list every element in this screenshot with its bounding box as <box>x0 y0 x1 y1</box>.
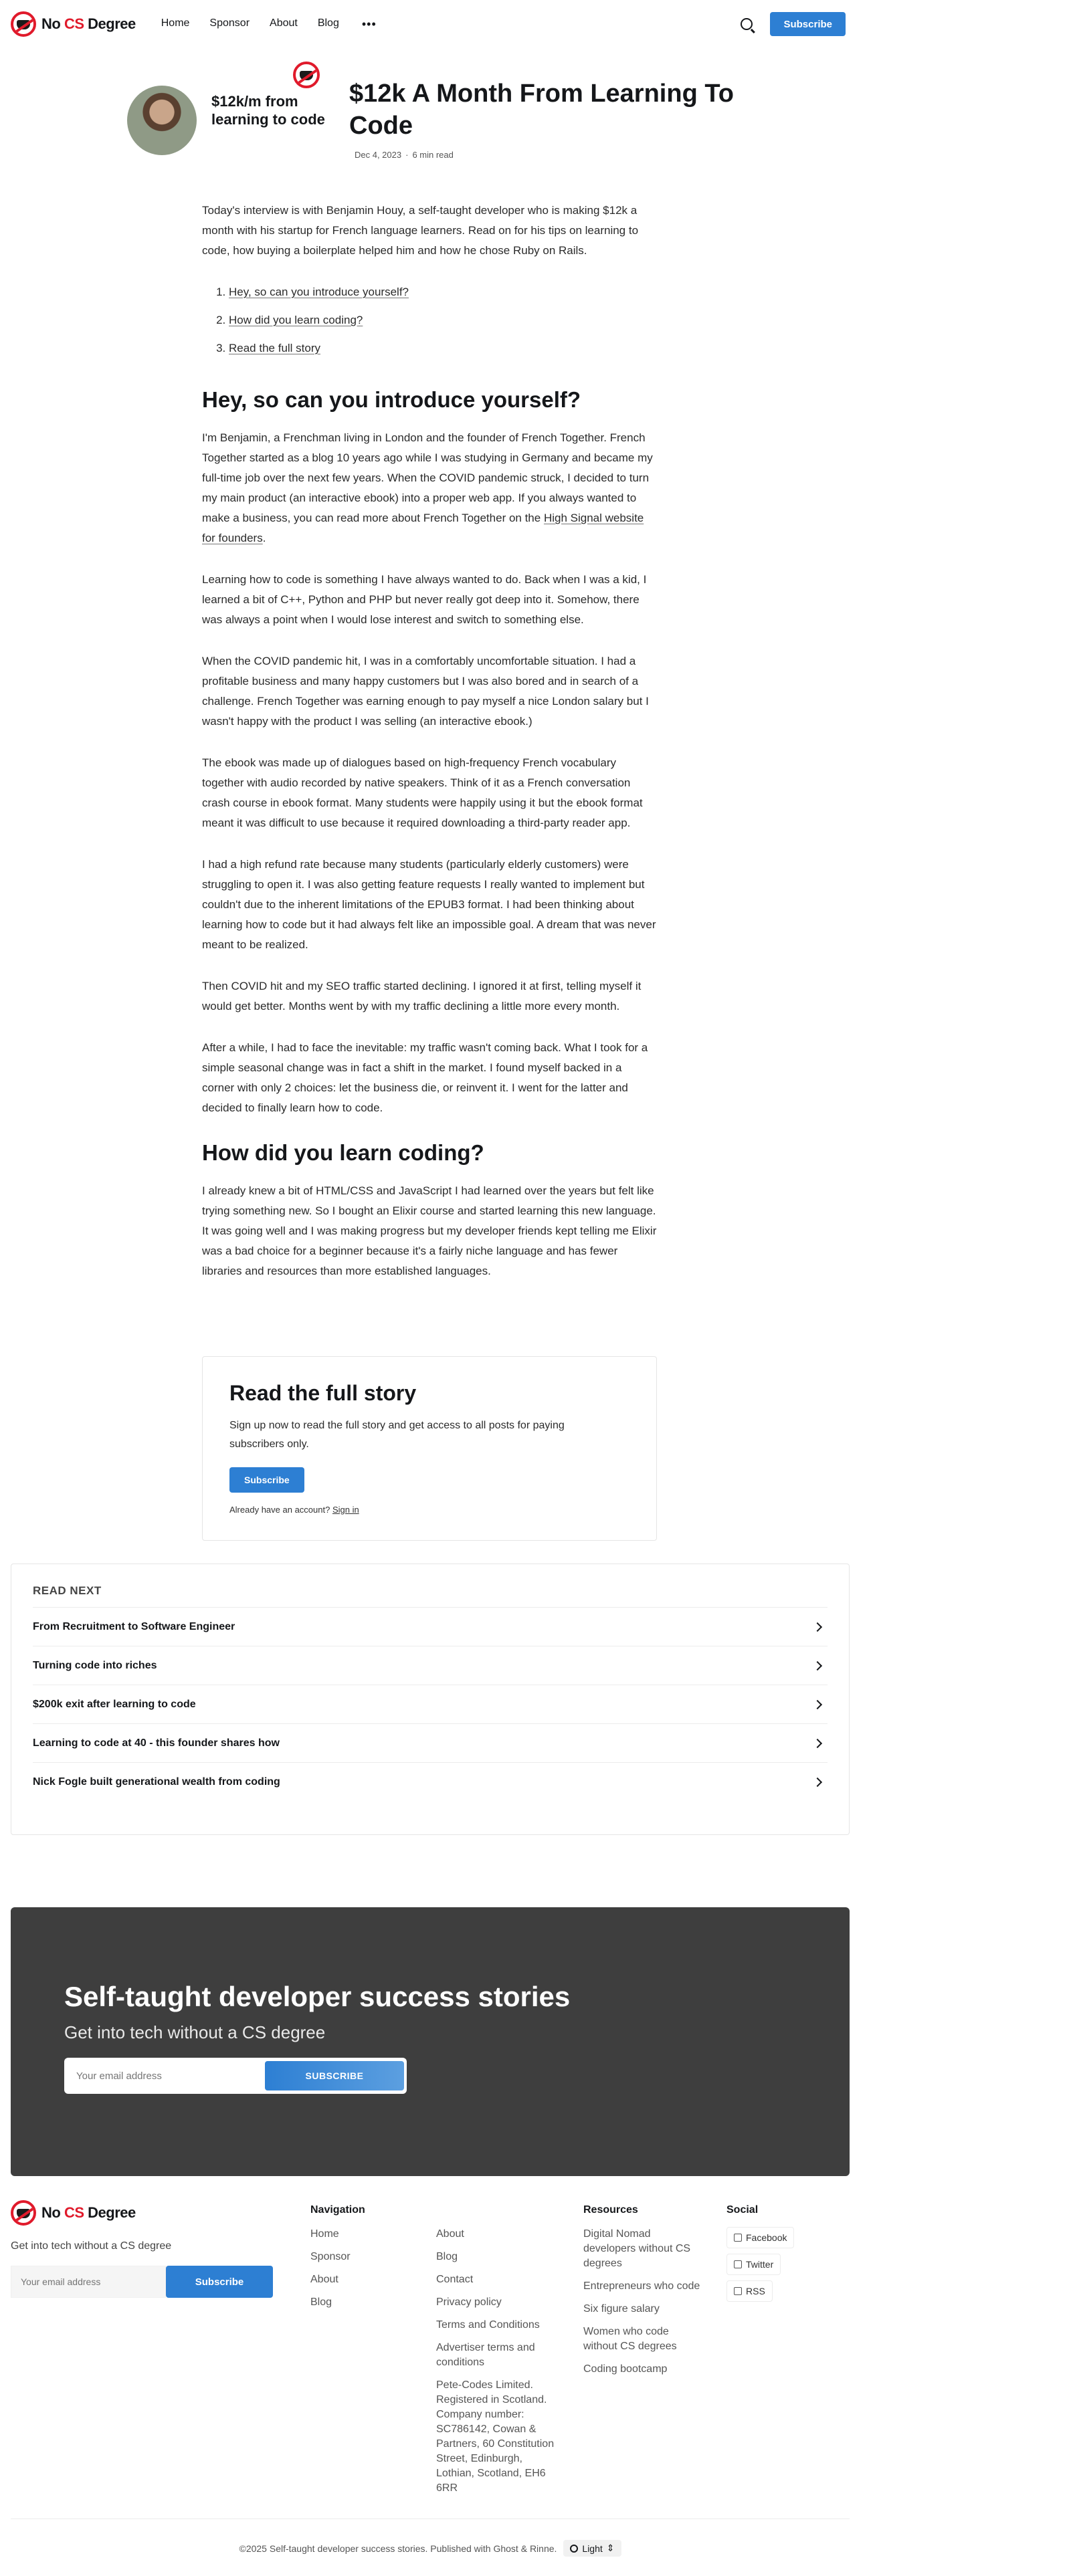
paragraph: I had a high refund rate because many students (particularly elderly customers) were struggling to open it. I was also getting feature requests I really wanted to implement but couldn't due to the inherent limitations of the EPUB3 format. I had been thinking about learning how to code but it had always felt like an impossible goal. A dream that was never meant to be realized. <box>202 858 656 951</box>
feature-logo-icon <box>293 62 320 88</box>
read-next-item[interactable] <box>33 1646 828 1685</box>
nav-about[interactable]: About <box>270 17 298 29</box>
read-next-label: Nick Fogle built generational wealth from coding <box>33 1776 280 1788</box>
cta-form <box>64 2058 407 2094</box>
table-of-contents <box>229 282 657 358</box>
toc-item <box>229 338 657 358</box>
paywall-title: Read the full story <box>229 1381 417 1405</box>
author-avatar <box>127 86 197 155</box>
chevron-updown-icon: ⇕ <box>606 2543 615 2553</box>
social-label: Facebook <box>746 2232 787 2243</box>
header-subscribe-button[interactable]: Subscribe <box>770 12 846 36</box>
theme-icon <box>570 2545 578 2553</box>
article-header <box>127 62 743 169</box>
nav-more-icon[interactable]: ••• <box>361 17 377 31</box>
post-content <box>202 201 657 1303</box>
toc-link-learn[interactable]: How did you learn coding? <box>229 314 363 326</box>
feature-image-text: $12k/m from learning to code <box>211 93 325 128</box>
twitter-icon <box>734 2260 742 2268</box>
paragraph-text: I'm Benjamin, a Frenchman living in London and the founder of French Together. French Together started as a blog 10 years ago while I was studying in Germany and became my full-time job over the next few years. When the COVID pandemic struck, I decided to turn my main product (an interactive ebook) into a proper web app. If you always wanted to make a business, you can read more about French Together on the <box>202 431 653 524</box>
footer-form <box>11 2266 273 2298</box>
theme-toggle[interactable] <box>563 2540 621 2557</box>
post-title: $12k A Month From Learning To Code <box>349 80 734 140</box>
footer-divider <box>11 2518 850 2519</box>
chevron-right-icon <box>813 1622 822 1631</box>
chevron-right-icon <box>813 1738 822 1747</box>
paragraph: I already knew a bit of HTML/CSS and JavaScript I had learned over the years but felt like trying something new. So I bought an Elixir course and started learning this new language. It was going well and I was making progress but my developer friends kept telling me Elixir was a bad choice for a beginner because it's a fairly niche language and has fewer libraries and resources than more established languages. <box>202 1184 657 1277</box>
footer-link[interactable]: Terms and Conditions <box>436 2319 540 2331</box>
read-next-item[interactable] <box>33 1607 828 1646</box>
logo-text-cs: CS <box>64 15 84 32</box>
copyright-text: ©2025 Self-taught developer success stories. Published with Ghost & Rinne. <box>239 2543 557 2554</box>
newsletter-cta <box>11 1907 850 2176</box>
footer-resources <box>583 2203 704 2385</box>
footer-nav-col2 <box>436 2227 557 2504</box>
signin-prompt-text: Already have an account? <box>229 1505 332 1515</box>
footer-logo[interactable] <box>11 2200 136 2226</box>
toc-item <box>229 310 657 330</box>
header-actions <box>741 12 846 36</box>
read-next-item[interactable] <box>33 1685 828 1723</box>
read-next-label: From Recruitment to Software Engineer <box>33 1620 235 1632</box>
cta-email-input[interactable] <box>67 2070 265 2082</box>
paragraph: The ebook was made up of dialogues based on high-frequency French vocabulary together with audio recorded by native speakers. Think of it as a French conversation crash course in ebook format. Many students were happily using it but the ebook format meant it was difficult to use because it required downloading a third-party reader app. <box>202 756 643 829</box>
footer-link[interactable]: Digital Nomad developers without CS degrees <box>583 2228 691 2269</box>
facebook-icon <box>734 2234 742 2242</box>
chevron-right-icon <box>813 1777 822 1786</box>
meta-separator: · <box>405 150 409 160</box>
paragraph-end: . <box>262 532 266 544</box>
footer-link[interactable]: Blog <box>310 2296 332 2308</box>
signin-link[interactable]: Sign in <box>332 1505 359 1515</box>
chevron-right-icon <box>813 1699 822 1709</box>
footer-link[interactable]: Contact <box>436 2274 474 2285</box>
site-header <box>0 0 1069 48</box>
read-next-item[interactable] <box>33 1723 828 1762</box>
footer-link[interactable]: Women who code without CS degrees <box>583 2326 677 2352</box>
toc-link-introduce[interactable]: Hey, so can you introduce yourself? <box>229 286 409 298</box>
footer-link[interactable]: Six figure salary <box>583 2303 660 2315</box>
read-next-title: READ NEXT <box>33 1584 102 1597</box>
nav-home[interactable]: Home <box>161 17 190 29</box>
logo-text-prefix: No <box>41 2204 64 2221</box>
read-next-item[interactable] <box>33 1762 828 1801</box>
cta-subtitle: Get into tech without a CS degree <box>64 2022 326 2042</box>
footer-link[interactable]: About <box>310 2274 338 2285</box>
post-meta <box>355 150 454 160</box>
signin-prompt <box>229 1505 629 1515</box>
site-logo[interactable] <box>11 11 136 37</box>
theme-label: Light <box>582 2543 603 2554</box>
heading-introduce: Hey, so can you introduce yourself? <box>202 387 581 412</box>
footer-link[interactable]: Entrepreneurs who code <box>583 2280 700 2292</box>
social-label: Twitter <box>746 2259 774 2270</box>
cta-subscribe-button[interactable]: SUBSCRIBE <box>265 2061 404 2090</box>
social-label: RSS <box>746 2286 765 2296</box>
footer-link[interactable]: Home <box>310 2228 339 2240</box>
paragraph: Learning how to code is something I have always wanted to do. Back when I was a kid, I learned a bit of C++, Python and PHP but never really got deep into it. Somehow, there was always a point when I would lose interest and switch to something else. <box>202 573 647 626</box>
logo-text-cs: CS <box>64 2204 84 2221</box>
intro-paragraph: Today's interview is with Benjamin Houy, a self-taught developer who is making $12k a month with his startup for French language learners. Read on for his tips on learning to code, how buying a boilerplate helped him and how he chose Ruby on Rails. <box>202 204 639 257</box>
footer-nav-col1 <box>310 2203 424 2318</box>
main-nav <box>161 17 377 31</box>
facebook-link[interactable] <box>726 2227 794 2248</box>
company-info: Pete-Codes Limited. Registered in Scotland. Company number: SC786142, Cowan & Partners, 60 Constitution Street, Edinburgh, Lothian, Scotland, EH6 6RR <box>436 2379 555 2494</box>
toc-item <box>229 282 657 302</box>
paragraph: After a while, I had to face the inevitable: my traffic wasn't coming back. What I took for a simple seasonal change was in fact a shift in the market. I found myself backed in a corner with only 2 choices: let the business die, or reinvent it. I went for the latter and decided to finally learn how to code. <box>202 1041 648 1114</box>
toc-link-full-story[interactable]: Read the full story <box>229 342 321 354</box>
footer-email-input[interactable] <box>11 2266 166 2298</box>
nav-blog[interactable]: Blog <box>317 17 339 29</box>
post-date: Dec 4, 2023 <box>355 150 402 160</box>
high-signal-link[interactable]: High Signal website for founders <box>202 512 644 544</box>
rss-icon <box>734 2287 742 2295</box>
cta-title: Self-taught developer success stories <box>64 1981 571 2012</box>
paragraph: Then COVID hit and my SEO traffic started declining. I ignored it at first, telling myself it would get better. Months went by with my traffic declining a little more every month. <box>202 980 642 1012</box>
footer-nav-title: Navigation <box>310 2204 365 2216</box>
site-footer <box>11 2197 850 2554</box>
twitter-link[interactable] <box>726 2254 781 2275</box>
search-icon[interactable] <box>741 18 753 30</box>
logo-text-suffix: Degree <box>84 15 136 32</box>
nav-sponsor[interactable]: Sponsor <box>209 17 250 29</box>
footer-social-title: Social <box>726 2204 759 2216</box>
footer-link[interactable]: Advertiser terms and conditions <box>436 2342 535 2368</box>
logo-text-suffix: Degree <box>84 2204 136 2221</box>
paragraph <box>202 428 657 548</box>
read-next-label: $200k exit after learning to code <box>33 1698 196 1710</box>
copyright-bar <box>11 2540 850 2557</box>
read-time: 6 min read <box>412 150 454 160</box>
read-next <box>11 1564 850 1835</box>
heading-learn-coding: How did you learn coding? <box>202 1140 484 1165</box>
footer-link[interactable]: Blog <box>436 2251 458 2262</box>
paywall-text: Sign up now to read the full story and get access to all posts for paying subscribers only. <box>229 1420 565 1450</box>
footer-link[interactable]: Privacy policy <box>436 2296 502 2308</box>
logo-icon <box>11 11 36 37</box>
chevron-right-icon <box>813 1660 822 1670</box>
footer-resources-title: Resources <box>583 2204 638 2216</box>
footer-subscribe-button[interactable]: Subscribe <box>166 2266 273 2298</box>
footer-link[interactable]: Coding bootcamp <box>583 2363 668 2375</box>
paywall-box <box>202 1356 657 1541</box>
paragraph: When the COVID pandemic hit, I was in a comfortably uncomfortable situation. I had a profitable business and many happy customers but I was also bored and in search of a challenge. French Together was earning enough to pay myself a nice London salary but I wasn't happy with the product I was selling (an interactive ebook.) <box>202 655 649 728</box>
logo-text-prefix: No <box>41 15 64 32</box>
read-next-label: Learning to code at 40 - this founder shares how <box>33 1737 280 1749</box>
footer-link[interactable]: About <box>436 2228 464 2240</box>
paywall-subscribe-button[interactable]: Subscribe <box>229 1467 304 1493</box>
footer-social <box>726 2203 847 2307</box>
read-next-label: Turning code into riches <box>33 1659 157 1671</box>
footer-link[interactable]: Sponsor <box>310 2251 351 2262</box>
footer-tagline: Get into tech without a CS degree <box>11 2240 172 2252</box>
rss-link[interactable] <box>726 2280 773 2302</box>
logo-icon <box>11 2200 36 2226</box>
